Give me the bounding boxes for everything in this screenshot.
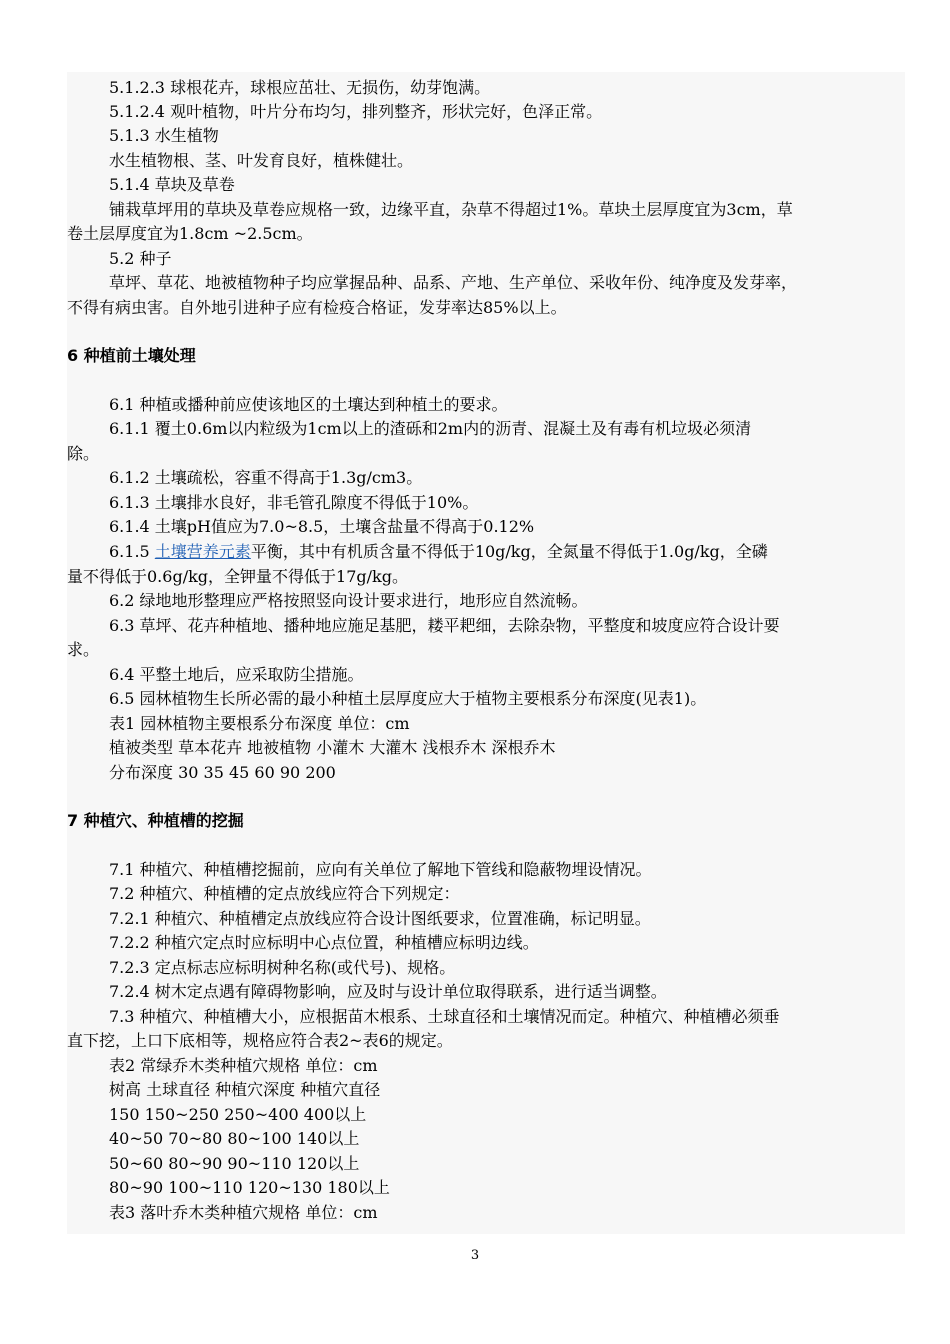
- section-heading: 7 种植穴、种植槽的挖掘: [67, 811, 244, 830]
- soil-nutrient-link[interactable]: 土壤营养元素: [154, 542, 251, 561]
- paragraph-line: 除。: [67, 444, 100, 463]
- paragraph-line: 5.1.2.4 观叶植物，叶片分布均匀，排列整齐，形状完好，色泽正常。: [109, 102, 603, 121]
- paragraph-line: 直下挖，上口下底相等，规格应符合表2~表6的规定。: [67, 1031, 453, 1050]
- paragraph-line: 5.1.2.3 球根花卉，球根应茁壮、无损伤，幼芽饱满。: [109, 78, 491, 97]
- table-caption: 表1 园林植物主要根系分布深度 单位：cm: [109, 714, 410, 733]
- paragraph-line: 7.2.1 种植穴、种植槽定点放线应符合设计图纸要求，位置准确，标记明显。: [109, 909, 651, 928]
- paragraph-line: 卷土层厚度宜为1.8cm ~2.5cm。: [67, 224, 313, 243]
- paragraph-line: 5.1.4 草块及草卷: [109, 175, 235, 194]
- paragraph-line: 5.1.3 水生植物: [109, 126, 219, 145]
- document-page: [67, 72, 905, 1234]
- paragraph-line: 7.2.2 种植穴定点时应标明中心点位置，种植槽应标明边线。: [109, 933, 539, 952]
- paragraph-line: 6.3 草坪、花卉种植地、播种地应施足基肥，耧平耙细，去除杂物，平整度和坡度应符合设计要: [109, 616, 780, 635]
- paragraph-line: 量不得低于0.6g/kg，全钾量不得低于17g/kg。: [67, 567, 408, 586]
- paragraph-line: 6.1.2 土壤疏松，容重不得高于1.3g/cm3。: [109, 468, 423, 487]
- paragraph-line: 6.4 平整土地后，应采取防尘措施。: [109, 665, 364, 684]
- paragraph-line: 7.2.4 树木定点遇有障碍物影响，应及时与设计单位取得联系，进行适当调整。: [109, 982, 667, 1001]
- paragraph-line: 6.5 园林植物生长所必需的最小种植土层厚度应大于植物主要根系分布深度(见表1)。: [109, 689, 707, 708]
- paragraph-line: 5.2 种子: [109, 249, 172, 268]
- paragraph-line: 7.1 种植穴、种植槽挖掘前，应向有关单位了解地下管线和隐蔽物埋设情况。: [109, 860, 652, 879]
- table-caption: 表3 落叶乔木类种植穴规格 单位：cm: [109, 1203, 378, 1222]
- page-number: 3: [470, 1248, 480, 1263]
- paragraph-line: 铺栽草坪用的草块及草卷应规格一致，边缘平直，杂草不得超过1%。草块土层厚度宜为3cm，草: [109, 200, 793, 219]
- line-suffix: 平衡，其中有机质含量不得低于10g/kg，全氮量不得低于1.0g/kg，全磷: [250, 542, 768, 561]
- paragraph-line: 6.1.3 土壤排水良好，非毛管孔隙度不得低于10%。: [109, 493, 479, 512]
- table-row: 150 150~250 250~400 400以上: [109, 1105, 367, 1124]
- section-heading: 6 种植前土壤处理: [67, 346, 196, 365]
- paragraph-line: 7.2 种植穴、种植槽的定点放线应符合下列规定：: [109, 884, 460, 903]
- paragraph-line: 6.1.4 土壤pH值应为7.0~8.5，土壤含盐量不得高于0.12%: [109, 517, 535, 536]
- table-row: 植被类型 草本花卉 地被植物 小灌木 大灌木 浅根乔木 深根乔木: [109, 738, 556, 757]
- table-row: 80~90 100~110 120~130 180以上: [109, 1178, 390, 1197]
- paragraph-line: 6.1.1 覆土0.6m以内粒级为1cm以上的渣砾和2m内的沥青、混凝土及有毒有机垃圾必须清: [109, 419, 752, 438]
- paragraph-line: 7.2.3 定点标志应标明树种名称(或代号)、规格。: [109, 958, 456, 977]
- table-row: 50~60 80~90 90~110 120以上: [109, 1154, 360, 1173]
- table-row: 树高 土球直径 种植穴深度 种植穴直径: [109, 1080, 381, 1099]
- paragraph-line: 水生植物根、茎、叶发育良好，植株健壮。: [109, 151, 414, 170]
- paragraph-line: 6.1 种植或播种前应使该地区的土壤达到种植土的要求。: [109, 395, 508, 414]
- table-row: 分布深度 30 35 45 60 90 200: [109, 763, 336, 782]
- paragraph-line: 草坪、草花、地被植物种子均应掌握品种、品系、产地、生产单位、采收年份、纯净度及发芽率，: [109, 273, 798, 292]
- table-row: 40~50 70~80 80~100 140以上: [109, 1129, 360, 1148]
- paragraph-line: 7.3 种植穴、种植槽大小，应根据苗木根系、土球直径和土壤情况而定。种植穴、种植槽必须垂: [109, 1007, 780, 1026]
- paragraph-line: 不得有病虫害。自外地引进种子应有检疫合格证，发芽率达85%以上。: [67, 298, 567, 317]
- line-prefix: 6.1.5: [109, 542, 155, 561]
- paragraph-line-with-link: [67, 540, 947, 564]
- table-caption: 表2 常绿乔木类种植穴规格 单位：cm: [109, 1056, 378, 1075]
- paragraph-line: 求。: [67, 640, 100, 659]
- paragraph-line: 6.2 绿地地形整理应严格按照竖向设计要求进行，地形应自然流畅。: [109, 591, 588, 610]
